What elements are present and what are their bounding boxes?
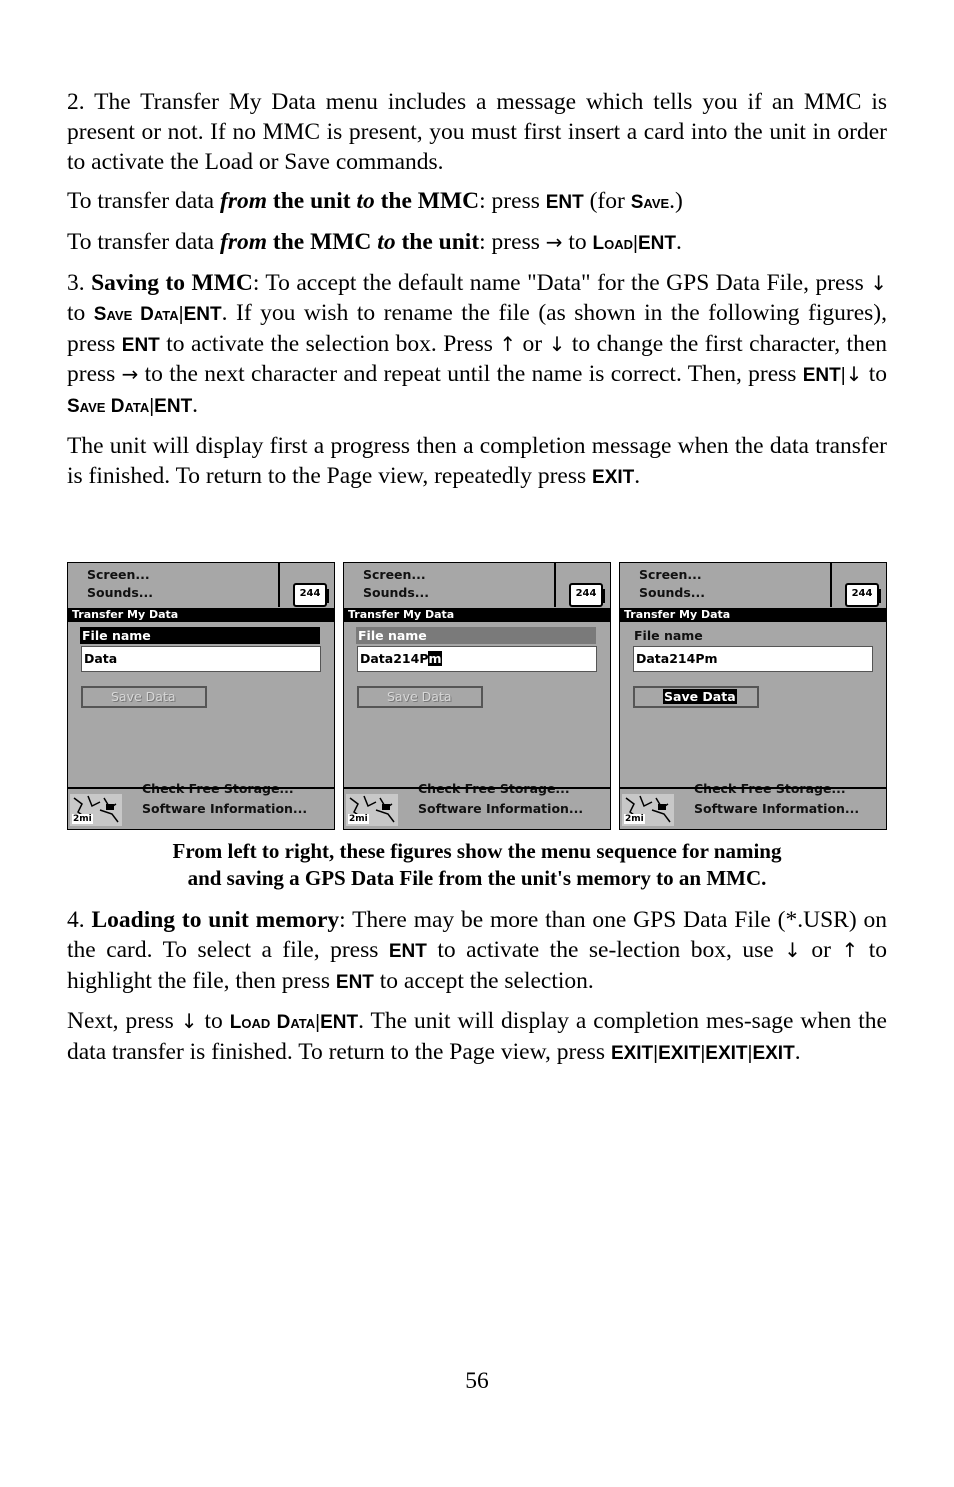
text: . — [634, 462, 641, 489]
file-name-input[interactable] — [81, 646, 321, 672]
file-name-label: File name — [634, 628, 703, 643]
text: To transfer data — [67, 229, 220, 256]
key-exit: EXIT — [705, 1043, 748, 1065]
text: Next, press — [67, 1008, 181, 1035]
page-body-bottom — [67, 906, 887, 1069]
divider — [620, 787, 886, 789]
text: to — [862, 361, 888, 388]
emph-from: from — [220, 229, 267, 256]
text: . The unit will display a completion mes-sage when the data transfer is finished. To return to the Page view, press — [67, 1008, 887, 1066]
separator: | — [149, 396, 155, 418]
separator: | — [315, 1012, 321, 1034]
file-name-label: File name — [80, 627, 320, 644]
heading-loading: Loading to unit memory — [91, 907, 340, 933]
text: to — [67, 299, 94, 326]
down-arrow-icon: ↓ — [784, 937, 801, 962]
separator: | — [653, 1043, 659, 1065]
text: . If you wish to rename the file (as shown in the following figures), press — [67, 299, 888, 357]
text: the MMC — [267, 229, 378, 256]
down-arrow-icon: ↓ — [180, 1009, 198, 1034]
key-ent: ENT — [388, 940, 427, 962]
text: .) — [669, 188, 683, 215]
key-ent: ENT — [545, 192, 584, 214]
emph-from: from — [220, 188, 267, 215]
save-data-button[interactable] — [357, 686, 483, 708]
text: : press — [479, 188, 546, 215]
down-arrow-icon: ↓ — [548, 331, 566, 356]
map-thumbnail-icon — [70, 794, 122, 826]
key-exit: EXIT — [752, 1043, 795, 1065]
menu-item-sounds: Sounds... — [639, 585, 706, 600]
key-ent: ENT — [802, 365, 841, 387]
signal-bar-icon — [325, 589, 329, 603]
emph-to: to — [356, 188, 375, 215]
menu-item-screen: Screen... — [363, 567, 426, 582]
file-name-value: Data — [84, 651, 118, 666]
file-name-input[interactable] — [357, 646, 597, 672]
map-thumbnail-icon — [622, 794, 674, 826]
text: (for — [583, 188, 631, 215]
file-name-label: File name — [356, 627, 596, 644]
gps-status-icon: 244 — [845, 583, 879, 607]
file-name-value: Data214P — [360, 651, 429, 666]
text: . — [794, 1039, 801, 1066]
menu-command-save-data: Save Data — [93, 303, 179, 325]
key-exit: EXIT — [658, 1043, 701, 1065]
menu-item-check-storage — [142, 782, 294, 796]
text: the unit — [395, 229, 480, 256]
separator: | — [747, 1043, 753, 1065]
text: : There may be more than one GPS Data File (*.USR) on the card. To select a file, press — [67, 907, 888, 963]
text: to highlight the file, then press — [67, 936, 887, 994]
text: to activate the selection box. Press — [159, 330, 500, 357]
text: : press — [479, 229, 546, 256]
paragraph-display — [67, 432, 887, 493]
dialog-title: Transfer My Data — [620, 608, 886, 622]
menu-item-check-storage — [694, 782, 846, 796]
key-ent: ENT — [154, 396, 193, 418]
divider-vertical — [830, 563, 832, 607]
text: The unit will display first a progress then a completion message when the data transfer is finished. To return to the Page view, repeatedly press — [67, 432, 887, 489]
file-name-input[interactable] — [633, 646, 873, 672]
emph-to: to — [377, 229, 396, 256]
divider-vertical — [554, 563, 556, 607]
menu-item-check-storage — [418, 782, 570, 796]
save-data-label: Save Data — [111, 689, 176, 704]
figure-screens — [67, 562, 887, 830]
map-scale: 2mi — [625, 814, 644, 824]
text: or — [516, 330, 549, 357]
paragraph-next — [67, 1007, 887, 1069]
text: : To accept the default name "Data" for the GPS Data File, press — [252, 269, 871, 296]
text: . — [192, 392, 199, 419]
menu-command-load: Load — [592, 233, 634, 255]
divider — [344, 787, 610, 789]
heading-saving: Saving to MMC — [91, 269, 253, 296]
text: to activate the se-lection box, use — [426, 936, 785, 963]
gps-screen-2 — [343, 562, 611, 830]
key-ent: ENT — [320, 1012, 359, 1034]
paragraph-2: 2. The Transfer My Data menu includes a message which tells you if an MMC is present or not. If no MMC is present, you must first insert a card into the unit in order to activate the Load or Save commands. — [67, 89, 887, 175]
key-exit: EXIT — [610, 1043, 654, 1065]
key-ent: ENT — [121, 334, 160, 356]
gps-status-icon: 244 — [293, 583, 327, 607]
separator: | — [700, 1043, 706, 1065]
right-arrow-icon: → — [121, 362, 139, 387]
save-data-label: Save Data — [387, 689, 452, 704]
map-scale: 2mi — [73, 814, 92, 824]
menu-command-save-data: Save Data — [67, 396, 150, 418]
paragraph-transfer-to-mmc — [67, 187, 887, 218]
down-arrow-icon: ↓ — [845, 362, 863, 387]
file-name-value: Data214Pm — [636, 651, 718, 666]
divider — [68, 787, 334, 789]
gps-screen-1 — [67, 562, 335, 830]
key-exit: EXIT — [592, 466, 635, 488]
signal-bar-icon — [601, 589, 605, 603]
menu-item-software-info: Software Information... — [418, 801, 584, 816]
gps-screen-3 — [619, 562, 887, 830]
dialog-title: Transfer My Data — [68, 608, 334, 622]
text: . — [675, 229, 682, 256]
text: to change the first character, then press — [67, 330, 888, 388]
right-arrow-icon: → — [545, 230, 563, 255]
menu-item-sounds: Sounds... — [87, 585, 154, 600]
map-scale: 2mi — [349, 814, 368, 824]
divider-vertical — [278, 563, 280, 607]
caption-line-2: and saving a GPS Data File from the unit's memory to an MMC. — [187, 866, 767, 890]
signal-bar-icon — [877, 589, 881, 603]
text-cursor: m — [428, 651, 442, 666]
menu-item-screen: Screen... — [87, 567, 150, 582]
separator: | — [840, 365, 846, 387]
menu-command-save: Save — [630, 192, 670, 214]
down-arrow-icon: ↓ — [870, 270, 887, 295]
text: or — [800, 936, 842, 963]
text: 4. — [67, 907, 92, 933]
text: to — [562, 229, 593, 256]
key-ent: ENT — [637, 233, 676, 255]
save-data-label: Save Data — [664, 689, 736, 704]
menu-item-software-info: Software Information... — [694, 801, 860, 816]
text: to — [197, 1008, 230, 1035]
save-data-button[interactable] — [633, 686, 759, 708]
separator: | — [633, 233, 638, 255]
menu-item-screen: Screen... — [639, 567, 702, 582]
figure-caption — [67, 838, 887, 892]
paragraph-transfer-to-unit — [67, 228, 887, 259]
text: to the next character and repeat until the name is correct. Then, press — [138, 361, 803, 388]
menu-item-sounds: Sounds... — [363, 585, 430, 600]
text: the unit — [267, 188, 357, 215]
paragraph-3 — [67, 269, 887, 422]
page-body-top — [67, 88, 887, 493]
key-ent: ENT — [183, 303, 222, 325]
dialog-title: Transfer My Data — [344, 608, 610, 622]
gps-status-icon: 244 — [569, 583, 603, 607]
up-arrow-icon: ↑ — [499, 331, 517, 356]
save-data-button[interactable] — [81, 686, 207, 708]
text: 3. — [67, 269, 92, 296]
map-thumbnail-icon — [346, 794, 398, 826]
key-ent: ENT — [335, 971, 374, 993]
separator: | — [178, 303, 184, 325]
paragraph-4 — [67, 906, 887, 997]
menu-command-load-data: Load Data — [229, 1012, 316, 1034]
text: the MMC — [374, 188, 480, 215]
text: To transfer data — [67, 188, 220, 215]
caption-line-1: From left to right, these figures show the menu sequence for naming — [172, 839, 782, 863]
page-number: 56 — [465, 1368, 489, 1394]
text: to accept the selection. — [373, 967, 594, 994]
up-arrow-icon: ↑ — [841, 937, 859, 962]
menu-item-software-info: Software Information... — [142, 801, 308, 816]
